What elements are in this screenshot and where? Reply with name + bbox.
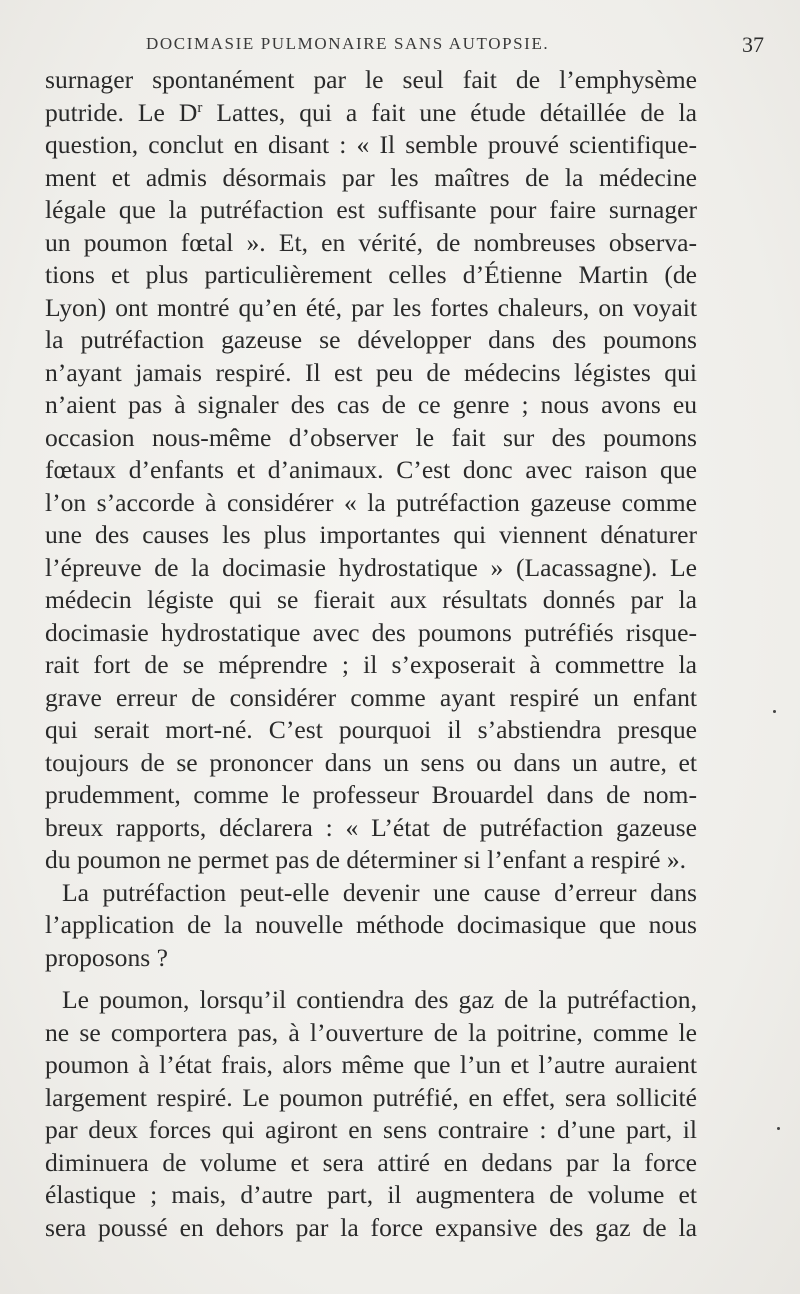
- text-line: ne se comportera pas, à l’ouverture de la poitrine, comme le: [45, 1017, 697, 1047]
- text-line: du poumon ne permet pas de déterminer si l’enfant a respiré ».: [45, 845, 687, 874]
- text-line: tions et plus particulièrement celles d’Étienne Martin (de: [45, 260, 697, 289]
- text-line: La putréfaction peut-elle devenir une cause d’erreur dans: [62, 877, 697, 907]
- page-header: [46, 30, 774, 60]
- text-line: surnager spontanément par le seul fait de l’emphysème: [45, 65, 697, 94]
- text-line: qui serait mort-né. C’est pourquoi il s’abstiendra presque: [45, 715, 697, 744]
- text-line: sera poussé en dehors par la force expansive des gaz de la: [45, 1212, 697, 1242]
- text-line: prudemment, comme le professeur Brouardel dans de nom-: [45, 780, 697, 809]
- print-speck: [777, 1127, 780, 1130]
- text-line: n’aient pas à signaler des cas de ce genre ; nous avons eu: [45, 390, 697, 419]
- text-line: breux rapports, déclarera : « L’état de putréfaction gazeuse: [45, 812, 697, 842]
- text-line: n’ayant jamais respiré. Il est peu de médecins légistes qui: [45, 357, 697, 387]
- running-head: DOCIMASIE PULMONAIRE SANS AUTOPSIE.: [146, 34, 550, 53]
- text-line: l’application de la nouvelle méthode docimasique que nous: [45, 910, 697, 939]
- text-line: Lyon) ont montré qu’en été, par les fortes chaleurs, on voyait: [45, 292, 697, 322]
- page-number: 37: [742, 32, 764, 57]
- text-line: grave erreur de considérer comme ayant respiré un enfant: [45, 682, 697, 712]
- paragraph-gap: [45, 974, 697, 984]
- superscript: r: [197, 99, 203, 116]
- text-line: l’on s’accorde à considérer « la putréfaction gazeuse comme: [45, 487, 697, 517]
- text-line: par deux forces qui agiront en sens contraire : d’une part, il: [45, 1115, 697, 1144]
- text-line: fœtaux d’enfants et d’animaux. C’est donc avec raison que: [45, 455, 697, 484]
- text-line: médecin légiste qui se fierait aux résultats donnés par la: [45, 585, 697, 614]
- text-line: l’épreuve de la docimasie hydrostatique » (Lacassagne). Le: [45, 552, 697, 582]
- text-fragment: Lattes, qui a fait une étude détaillée de la: [202, 97, 697, 127]
- text-line: une des causes les plus importantes qui viennent dénaturer: [45, 520, 697, 549]
- text-line: question, conclut en disant : « Il semble prouvé scientifique-: [45, 130, 697, 159]
- text-line: [45, 97, 697, 130]
- text-fragment: putride. Le D: [45, 97, 198, 127]
- text-line: un poumon fœtal ». Et, en vérité, de nombreuses observa-: [45, 227, 697, 257]
- text-line: largement respiré. Le poumon putréfié, en effet, sera sollicité: [45, 1082, 697, 1112]
- text-line: occasion nous-même d’observer le fait sur des poumons: [45, 422, 697, 452]
- text-line: proposons ?: [45, 942, 168, 972]
- text-line: docimasie hydrostatique avec des poumons putréfiés risque-: [45, 617, 697, 647]
- text-line: toujours de se prononcer dans un sens ou dans un autre, et: [45, 747, 697, 777]
- text-line: Le poumon, lorsqu’il contiendra des gaz de la putréfaction,: [62, 985, 697, 1014]
- print-speck: [773, 710, 776, 713]
- text-line: la putréfaction gazeuse se développer dans des poumons: [45, 325, 697, 354]
- body-text: [45, 64, 697, 1244]
- text-line: diminuera de volume et sera attiré en dedans par la force: [45, 1147, 697, 1177]
- text-line: poumon à l’état frais, alors même que l’un et l’autre auraient: [45, 1050, 697, 1079]
- text-line: élastique ; mais, d’autre part, il augmentera de volume et: [45, 1180, 697, 1209]
- text-line: légale que la putréfaction est suffisante pour faire surnager: [45, 195, 697, 224]
- text-line: rait fort de se méprendre ; il s’exposerait à commettre la: [45, 650, 697, 679]
- text-line: ment et admis désormais par les maîtres de la médecine: [45, 162, 697, 192]
